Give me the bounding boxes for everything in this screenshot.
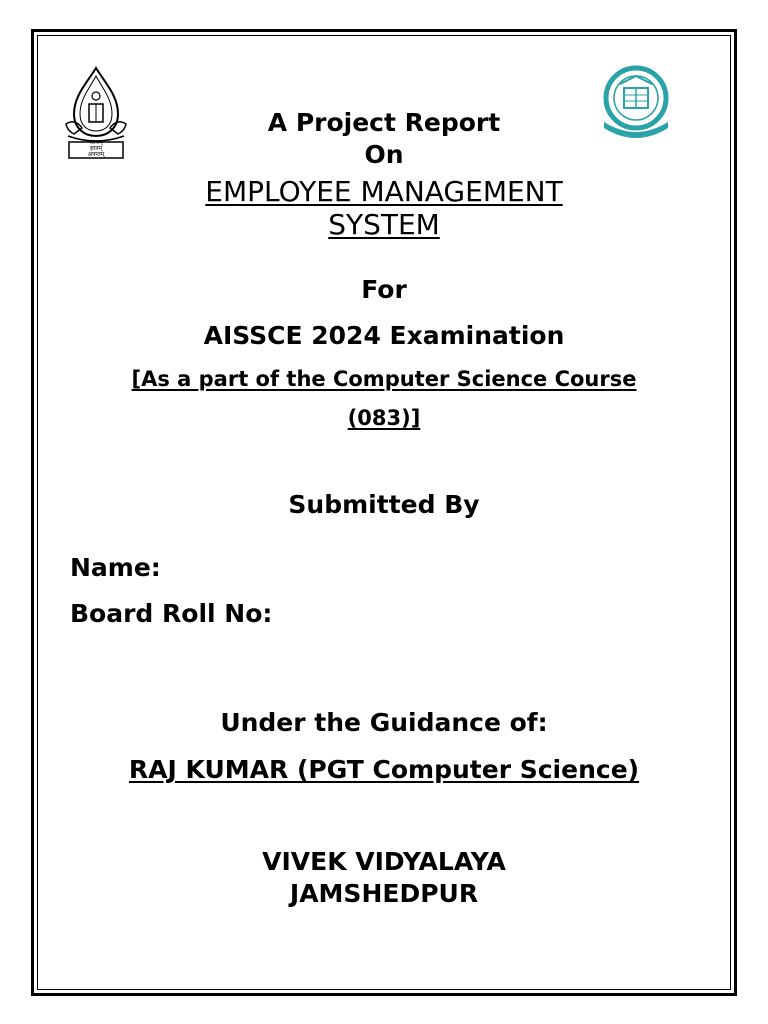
project-title-line1 — [0, 175, 768, 208]
school-city: JAMSHEDPUR — [289, 879, 479, 908]
course-line2-text: (083)] — [347, 406, 421, 430]
teacher-name — [0, 755, 768, 784]
report-line: A Project Report — [267, 108, 501, 137]
svg-text:सत्यम्: सत्यम् — [89, 139, 103, 146]
project-title-line2-text: SYSTEM — [328, 208, 440, 241]
course-line1-text: [As a part of the Computer Science Course — [131, 367, 637, 391]
board-roll-label: Board Roll No: — [70, 599, 273, 628]
svg-text:ज्ञानम्: ज्ञानम् — [89, 145, 103, 152]
submitted-by-heading: Submitted By — [288, 490, 480, 519]
project-title-line1-text: EMPLOYEE MANAGEMENT — [205, 175, 563, 208]
name-label: Name: — [70, 553, 161, 582]
course-line1 — [0, 367, 768, 391]
school-name: VIVEK VIDYALAYA — [262, 847, 506, 876]
teacher-name-text: RAJ KUMAR (PGT Computer Science) — [128, 755, 640, 784]
svg-text:अनन्तम्: अनन्तम् — [87, 151, 105, 158]
on-line: On — [364, 140, 404, 169]
guidance-heading: Under the Guidance of: — [220, 708, 548, 737]
for-label: For — [361, 275, 407, 304]
exam-name: AISSCE 2024 Examination — [203, 321, 565, 350]
project-title-line2 — [0, 208, 768, 241]
course-line2 — [0, 406, 768, 430]
